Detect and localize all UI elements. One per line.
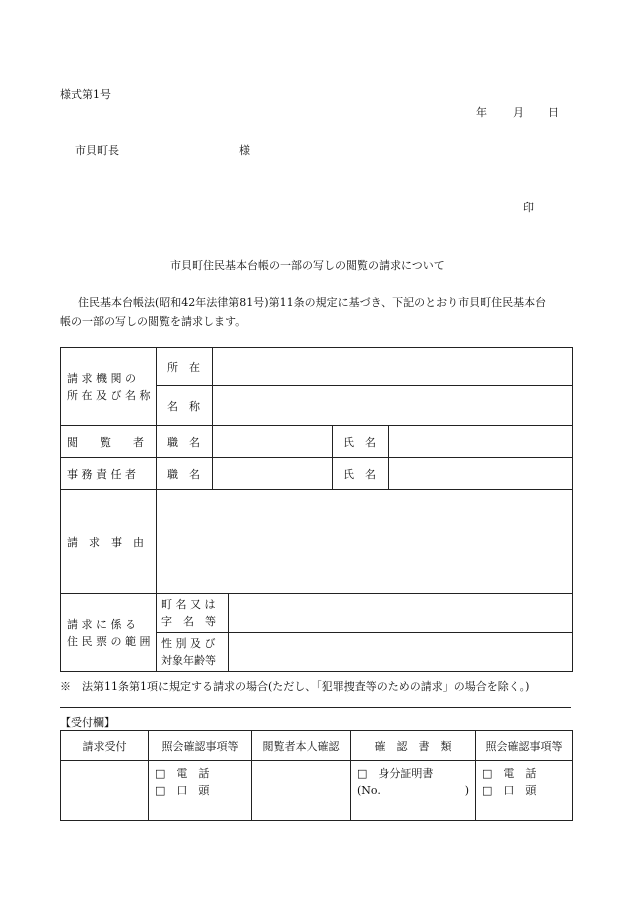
responsible-name-field[interactable] bbox=[389, 458, 573, 490]
sex-age-label: 性 別 及 び 対象年齢等 bbox=[157, 633, 229, 672]
viewer-title-field[interactable] bbox=[213, 426, 333, 458]
header-request-received: 請求受付 bbox=[61, 731, 149, 761]
id-number-open: (No. bbox=[357, 784, 381, 797]
id-number-close: ) bbox=[464, 784, 469, 797]
seal-mark: 印 bbox=[523, 201, 534, 214]
identity-check-field[interactable] bbox=[252, 761, 351, 821]
agency-label: 請 求 機 関 の 所 在 及 び 名 称 bbox=[61, 348, 157, 426]
viewer-name-field[interactable] bbox=[389, 426, 573, 458]
inquiry-options[interactable] bbox=[149, 761, 252, 821]
phone-checkbox-2[interactable]: □ 電 話 bbox=[482, 767, 537, 780]
location-field[interactable] bbox=[213, 348, 573, 386]
id-document-checkbox[interactable]: □ 身分証明書 bbox=[357, 767, 434, 780]
town-field[interactable] bbox=[229, 594, 573, 633]
reception-heading: 【受付欄】 bbox=[60, 716, 115, 729]
body-text-line-2: 帳の一部の写しの閲覧を請求します。 bbox=[60, 315, 247, 328]
date-month: 月 bbox=[513, 106, 524, 119]
header-inquiry-items-2: 照会確認事項等 bbox=[476, 731, 573, 761]
viewer-title-label: 職 名 bbox=[157, 426, 213, 458]
divider bbox=[60, 707, 571, 708]
note-text: ※ 法第11条第1項に規定する請求の場合(ただし、「犯罪捜査等のための請求」の場合を除く。) bbox=[60, 680, 530, 693]
reason-field[interactable] bbox=[157, 490, 573, 594]
viewer-name-label: 氏 名 bbox=[333, 426, 389, 458]
oral-checkbox[interactable]: □ 口 頭 bbox=[155, 784, 210, 797]
header-identity-check: 閲覧者本人確認 bbox=[252, 731, 351, 761]
town-label: 町 名 又 は 字 名 等 bbox=[157, 594, 229, 633]
reception-table bbox=[60, 730, 573, 821]
request-received-field[interactable] bbox=[61, 761, 149, 821]
reason-label: 請 求 事 由 bbox=[61, 490, 157, 594]
document-title: 市貝町住民基本台帳の一部の写しの閲覧の請求について bbox=[170, 259, 445, 272]
inquiry-options-2[interactable] bbox=[476, 761, 573, 821]
addressee-name: 市貝町長 bbox=[75, 144, 119, 157]
location-label: 所 在 bbox=[157, 348, 213, 386]
addressee-honorific: 様 bbox=[239, 144, 250, 157]
phone-checkbox[interactable]: □ 電 話 bbox=[155, 767, 210, 780]
name-label: 名 称 bbox=[157, 386, 213, 426]
responsible-title-label: 職 名 bbox=[157, 458, 213, 490]
responsible-label: 事 務 責 任 者 bbox=[61, 458, 157, 490]
name-field[interactable] bbox=[213, 386, 573, 426]
oral-checkbox-2[interactable]: □ 口 頭 bbox=[482, 784, 537, 797]
date-year: 年 bbox=[476, 106, 487, 119]
viewer-label: 閲 覧 者 bbox=[61, 426, 157, 458]
request-table bbox=[60, 347, 573, 672]
header-inquiry-items: 照会確認事項等 bbox=[149, 731, 252, 761]
scope-label: 請 求 に 係 る 住 民 票 の 範 囲 bbox=[61, 594, 157, 672]
responsible-name-label: 氏 名 bbox=[333, 458, 389, 490]
form-number: 様式第1号 bbox=[60, 88, 111, 101]
body-text-line-1: 住民基本台帳法(昭和42年法律第81号)第11条の規定に基づき、下記のとおり市貝町住民基本台 bbox=[78, 296, 547, 309]
date-day: 日 bbox=[548, 106, 559, 119]
document-options[interactable] bbox=[351, 761, 476, 821]
responsible-title-field[interactable] bbox=[213, 458, 333, 490]
sex-age-field[interactable] bbox=[229, 633, 573, 672]
header-documents: 確 認 書 類 bbox=[351, 731, 476, 761]
